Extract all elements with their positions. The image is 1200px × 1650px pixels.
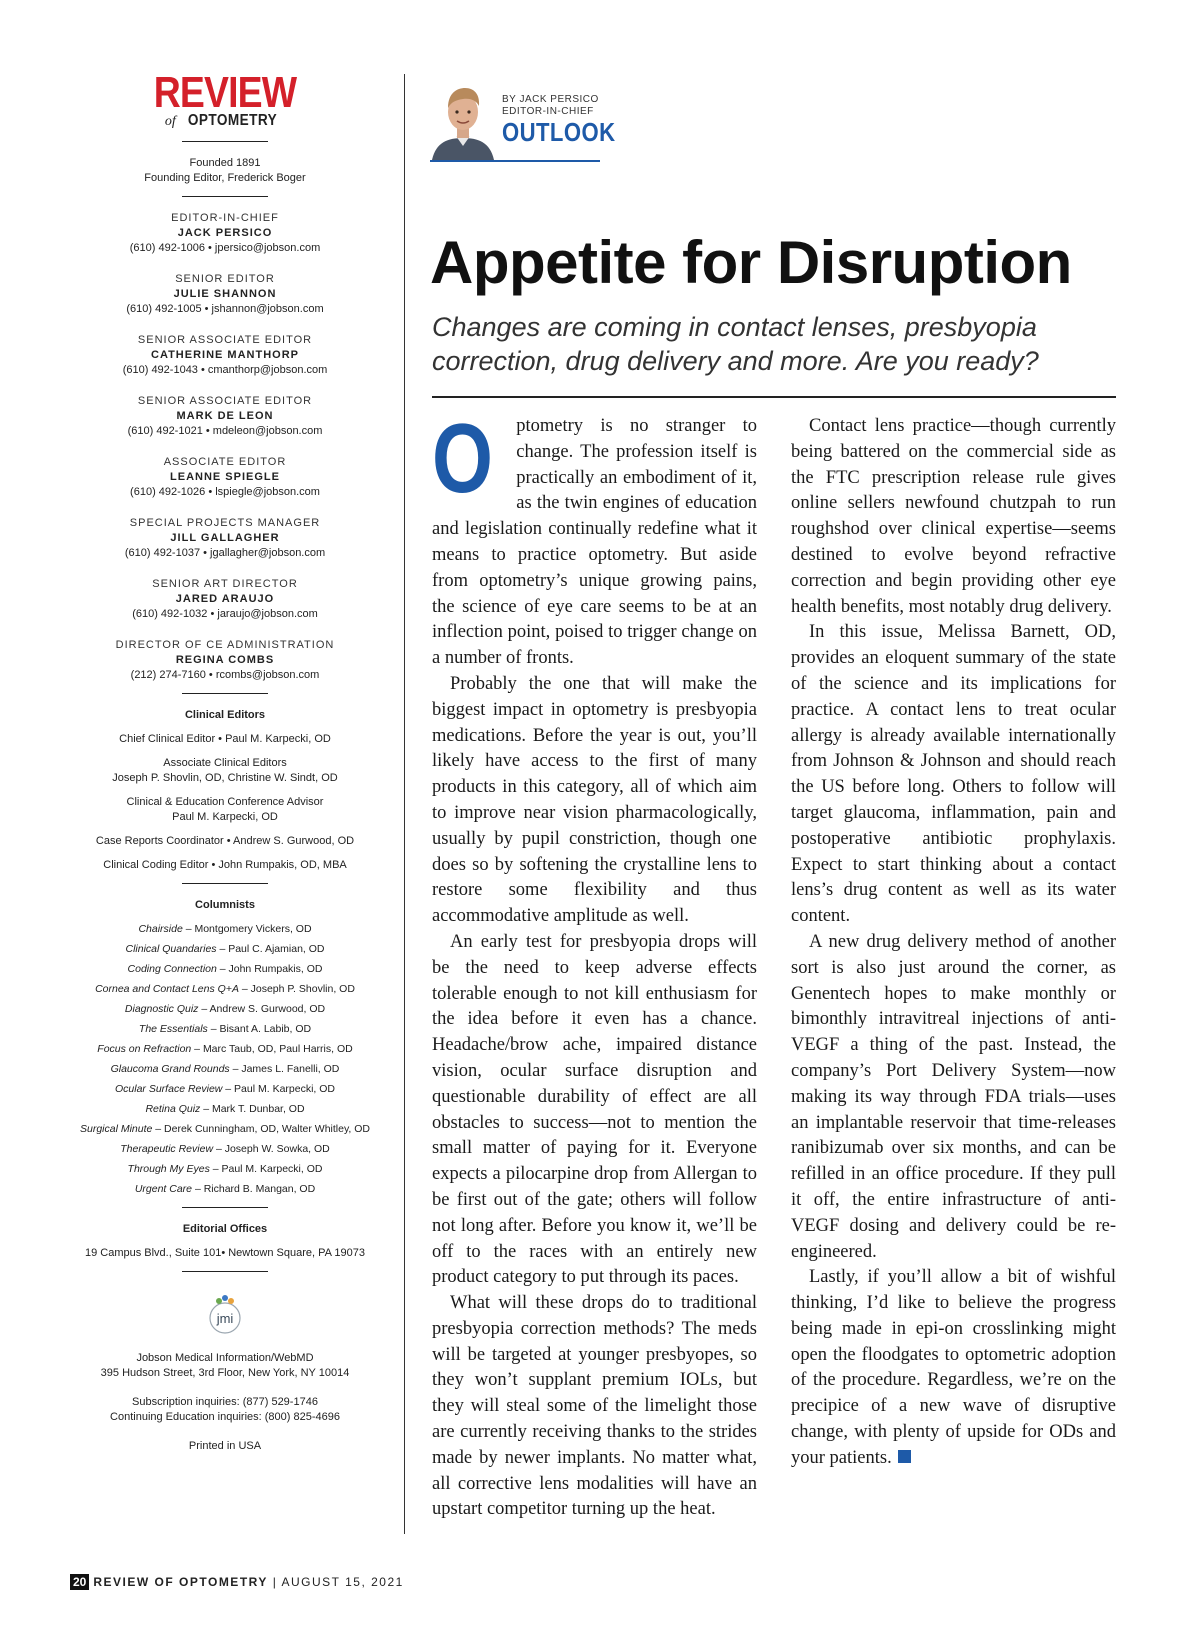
- columnist-entry: [60, 1182, 390, 1197]
- article-paragraph: Probably the one that will make the biggest impact in optometry is presbyopia medications. Before the year is out, you’ll likely have access to the first of many products in this category, all of which aim to improve near vision pharmacologically, usually by pupil constriction, though one does so by softening the crystalline lens to restore some flexibility and thus accommodative amplitude as well.: [432, 673, 757, 927]
- logo-review-text: REVIEW: [153, 68, 297, 117]
- columnist-name: – Mark T. Dunbar, OD: [200, 1103, 305, 1115]
- staff-contact: (610) 492-1026 • lspiegle@jobson.com: [130, 486, 320, 498]
- staff-name: JACK PERSICO: [177, 227, 273, 239]
- staff-role: SPECIAL PROJECTS MANAGER: [129, 517, 321, 529]
- divider: [182, 196, 268, 197]
- staff-entry: [60, 638, 390, 683]
- staff-contact: (610) 492-1043 • cmanthorp@jobson.com: [122, 364, 328, 376]
- publisher-name: Jobson Medical Information/WebMD: [136, 1352, 314, 1364]
- masthead: [60, 68, 390, 1454]
- columnist-entry: [60, 942, 390, 957]
- clinical-editor-line: Paul M. Karpecki, OD: [172, 811, 278, 823]
- columnist-name: – Paul M. Karpecki, OD: [209, 1163, 323, 1175]
- article-paragraph: Contact lens practice—though currently being battered on the commercial side as the FTC prescription release rule gives online sellers newfound chutzpah to run roughshod over clinical expertise—seems destined to evolve beyond refractive correction and begin providing other eye health benefits, most notably drug delivery.: [791, 416, 1116, 617]
- article-headline: Appetite for Disruption: [430, 229, 1072, 296]
- staff-contact: (610) 492-1005 • jshannon@jobson.com: [126, 303, 324, 315]
- editorial-offices-section: [60, 1222, 390, 1261]
- staff-name: JARED ARAUJO: [175, 593, 275, 605]
- staff-contact: (610) 492-1006 • jpersico@jobson.com: [129, 242, 321, 254]
- column-title: Cornea and Contact Lens Q+A: [95, 983, 239, 995]
- drop-cap: O: [432, 403, 493, 513]
- divider: [182, 1207, 268, 1208]
- columnist-entry: [60, 962, 390, 977]
- clinical-editor-line: Chief Clinical Editor • Paul M. Karpecki, OD: [119, 733, 331, 745]
- article-body: [432, 403, 1116, 1523]
- columnist-entry: [60, 1002, 390, 1017]
- staff-entry: [60, 455, 390, 500]
- footer-date: AUGUST 15, 2021: [281, 1575, 404, 1589]
- clinical-editor-line: Associate Clinical Editors: [163, 757, 287, 769]
- author-block: [430, 78, 616, 168]
- staff-contact: (610) 492-1037 • jgallagher@jobson.com: [124, 547, 326, 559]
- founding-editor-text: Founding Editor, Frederick Boger: [144, 172, 306, 184]
- columnist-entry: [60, 1162, 390, 1177]
- staff-name: JILL GALLAGHER: [170, 532, 280, 544]
- columnist-name: – James L. Fanelli, OD: [229, 1063, 340, 1075]
- column-title: Coding Connection: [127, 963, 217, 975]
- column-title: Diagnostic Quiz: [124, 1003, 199, 1015]
- clinical-editor-entry: [60, 834, 390, 849]
- columnist-name: – Paul C. Ajamian, OD: [216, 943, 325, 955]
- article-paragraph: [791, 1265, 1116, 1471]
- staff-name: MARK DE LEON: [176, 410, 274, 422]
- logo-optometry-text: OPTOMETRY: [188, 112, 278, 129]
- staff-entry: [60, 394, 390, 439]
- clinical-editor-entry: [60, 858, 390, 873]
- staff-contact: (610) 492-1021 • mdeleon@jobson.com: [127, 425, 323, 437]
- column-title: Focus on Refraction: [97, 1043, 192, 1055]
- staff-entry: [60, 577, 390, 622]
- columnist-entry: [60, 1042, 390, 1057]
- article-deck: Changes are coming in contact lenses, presbyopia correction, drug delivery and more. Are you ready?: [432, 312, 1039, 376]
- staff-role: DIRECTOR OF CE ADMINISTRATION: [115, 639, 335, 651]
- clinical-editor-line: Joseph P. Shovlin, OD, Christine W. Sindt, OD: [112, 772, 338, 784]
- columnist-name: – Joseph W. Sowka, OD: [213, 1143, 330, 1155]
- column-title: The Essentials: [138, 1023, 208, 1035]
- columnist-entry: [60, 1062, 390, 1077]
- column-title: Therapeutic Review: [120, 1143, 214, 1155]
- column-title: Retina Quiz: [145, 1103, 201, 1115]
- column-title: Ocular Surface Review: [115, 1083, 223, 1095]
- editorial-offices-address: 19 Campus Blvd., Suite 101• Newtown Square, PA 19073: [84, 1247, 366, 1259]
- author-byline: BY JACK PERSICO: [502, 94, 599, 105]
- publisher-section: [60, 1286, 390, 1454]
- staff-contact: (212) 274-7160 • rcombs@jobson.com: [130, 669, 320, 681]
- logo-of-text: of: [164, 114, 176, 129]
- columnist-entry: [60, 1022, 390, 1037]
- first-paragraph-text: ptometry is no stranger to change. The profession itself is practically an embodiment of it, as the twin engines of education and legislation continually redefine what it means to practice optometry. But aside from optometry’s unique growing pains, the science of eye care seems to be at an inflection point, poised to trigger change on a number of fronts.: [432, 416, 757, 669]
- footer-magazine: REVIEW OF OPTOMETRY: [93, 1575, 268, 1589]
- columnist-entry: [60, 982, 390, 997]
- article-paragraph: What will these drops do to traditional presbyopia correction methods? The meds will be targeted at younger presbyopes, so they won’t supplant premium IOLs, but they will steal some of the limelight those are currently receiving thanks to the strides made by newer implants. No matter what, all corrective lens modalities will have an upstart competitor turning up the heat.: [432, 1293, 757, 1520]
- columnist-name: – Andrew S. Gurwood, OD: [198, 1003, 326, 1015]
- staff-entry: [60, 211, 390, 256]
- publisher-address: 395 Hudson Street, 3rd Floor, New York, NY 10014: [100, 1367, 350, 1379]
- ce-inquiries: Continuing Education inquiries: (800) 825-4696: [110, 1411, 340, 1423]
- staff-contact: (610) 492-1032 • jaraujo@jobson.com: [132, 608, 318, 620]
- staff-role: ASSOCIATE EDITOR: [163, 456, 287, 468]
- clinical-editor-line: Clinical & Education Conference Advisor: [126, 796, 324, 808]
- column-title: Glaucoma Grand Rounds: [110, 1063, 230, 1075]
- staff-role: SENIOR EDITOR: [175, 273, 275, 285]
- page-number: 20: [70, 1574, 89, 1590]
- column-title: Surgical Minute: [79, 1123, 153, 1135]
- columnist-name: – Paul M. Karpecki, OD: [222, 1083, 335, 1095]
- staff-name: JULIE SHANNON: [173, 288, 277, 300]
- jmi-logo-icon: [197, 1292, 253, 1336]
- columnist-entry: [60, 1102, 390, 1117]
- page-footer: [70, 1574, 404, 1594]
- columnists-section: [60, 898, 390, 1197]
- columnist-name: – John Rumpakis, OD: [216, 963, 323, 975]
- section-label: OUTLOOK: [502, 117, 616, 147]
- columnist-name: – Montgomery Vickers, OD: [182, 923, 312, 935]
- columnist-name: – Bisant A. Labib, OD: [207, 1023, 312, 1035]
- staff-name: REGINA COMBS: [175, 654, 275, 666]
- founded-text: Founded 1891: [189, 157, 261, 169]
- columnist-entry: [60, 922, 390, 937]
- column-title: Urgent Care: [134, 1183, 193, 1195]
- author-role: EDITOR-IN-CHIEF: [502, 106, 594, 117]
- column-title: Chairside: [138, 923, 183, 935]
- clinical-editor-entry: [60, 756, 390, 786]
- jmi-logo-text: jmi: [216, 1311, 234, 1326]
- clinical-editor-entry: [60, 732, 390, 747]
- columnist-entry: [60, 1142, 390, 1157]
- staff-role: EDITOR-IN-CHIEF: [171, 212, 279, 224]
- clinical-editors-heading: Clinical Editors: [184, 709, 266, 721]
- staff-entry: [60, 272, 390, 317]
- staff-role: SENIOR ASSOCIATE EDITOR: [137, 334, 313, 346]
- author-photo: [430, 78, 496, 160]
- divider: [182, 141, 268, 142]
- clinical-editor-line: Case Reports Coordinator • Andrew S. Gurwood, OD: [95, 835, 355, 847]
- review-of-optometry-logo: [125, 68, 325, 131]
- columnist-entry: [60, 1082, 390, 1097]
- staff-list: [60, 211, 390, 683]
- clinical-editor-line: Clinical Coding Editor • John Rumpakis, OD, MBA: [103, 859, 347, 871]
- staff-role: SENIOR ART DIRECTOR: [152, 578, 298, 590]
- deck-divider: [432, 396, 1116, 398]
- column-title: Through My Eyes: [127, 1163, 210, 1175]
- end-mark-icon: [898, 1450, 911, 1463]
- editorial-offices-heading: Editorial Offices: [182, 1223, 268, 1235]
- clinical-editors-section: [60, 708, 390, 873]
- columnist-entry: [60, 1122, 390, 1137]
- article-paragraph: In this issue, Melissa Barnett, OD, provides an eloquent summary of the state of the science and its implications for practice. A contact lens to treat ocular allergy is already available internationally from Johnson & Johnson and should reach the US before long. Others to follow will target glaucoma, inflammation, pain and postoperative antibiotic prophylaxis. Expect to start thinking about a contact lens’s drug content as well as its water content.: [791, 622, 1116, 927]
- last-paragraph-text: Lastly, if you’ll allow a bit of wishful thinking, I’d like to believe the progress being made in epi-on crosslinking might open the floodgates to optometric adoption of the procedure. Regardless, we’re on the precipice of a new wave of disruptive change, with plenty of upside for ODs and your patients.: [791, 1267, 1116, 1468]
- staff-role: SENIOR ASSOCIATE EDITOR: [137, 395, 313, 407]
- columnist-name: – Richard B. Mangan, OD: [192, 1183, 316, 1195]
- divider: [182, 1271, 268, 1272]
- columnist-name: – Marc Taub, OD, Paul Harris, OD: [191, 1043, 353, 1055]
- article-paragraph: A new drug delivery method of another sort is also just around the corner, as Genentech hopes to make monthly or bimonthly intravitreal injections of anti-VEGF a thing of the past. Instead, the company’s Port Delivery System—now making its way through FDA trials—uses an implantable reservoir that time-releases ranibizumab over six months, and can be refilled in an office procedure. If they pull it off, the entire infrastructure of anti-VEGF dosing and delivery could be re-engineered.: [791, 931, 1116, 1262]
- divider: [182, 883, 268, 884]
- clinical-editor-entry: [60, 795, 390, 825]
- columnist-name: – Derek Cunningham, OD, Walter Whitley, OD: [152, 1123, 371, 1135]
- staff-name: LEANNE SPIEGLE: [170, 471, 280, 483]
- author-underline: [430, 160, 600, 162]
- columnists-heading: Columnists: [195, 899, 255, 911]
- divider: [182, 693, 268, 694]
- printed-in: Printed in USA: [188, 1440, 262, 1452]
- column-title: Clinical Quandaries: [125, 943, 217, 955]
- subscription-inquiries: Subscription inquiries: (877) 529-1746: [132, 1396, 318, 1408]
- article-paragraph: [432, 403, 757, 672]
- staff-entry: [60, 333, 390, 378]
- column-divider: [404, 74, 405, 1534]
- columnist-name: – Joseph P. Shovlin, OD: [238, 983, 355, 995]
- staff-entry: [60, 516, 390, 561]
- article-paragraph: An early test for presbyopia drops will be the need to keep adverse effects tolerable enough to not kill enthusiasm for the idea before it even has a chance. Headache/brow ache, impaired distance vision, ocular surface disruption and questionable durability of effect are all obstacles to success—not to mention the small matter of paying for it. Everyone expects a pilocarpine drop from Allergan to be first out of the gate; others will follow not long after. Before you know it, we’ll be off to the races with an entirely new product category to put through its paces.: [432, 931, 757, 1288]
- staff-name: CATHERINE MANTHORP: [151, 349, 299, 361]
- footer-separator: |: [267, 1575, 282, 1589]
